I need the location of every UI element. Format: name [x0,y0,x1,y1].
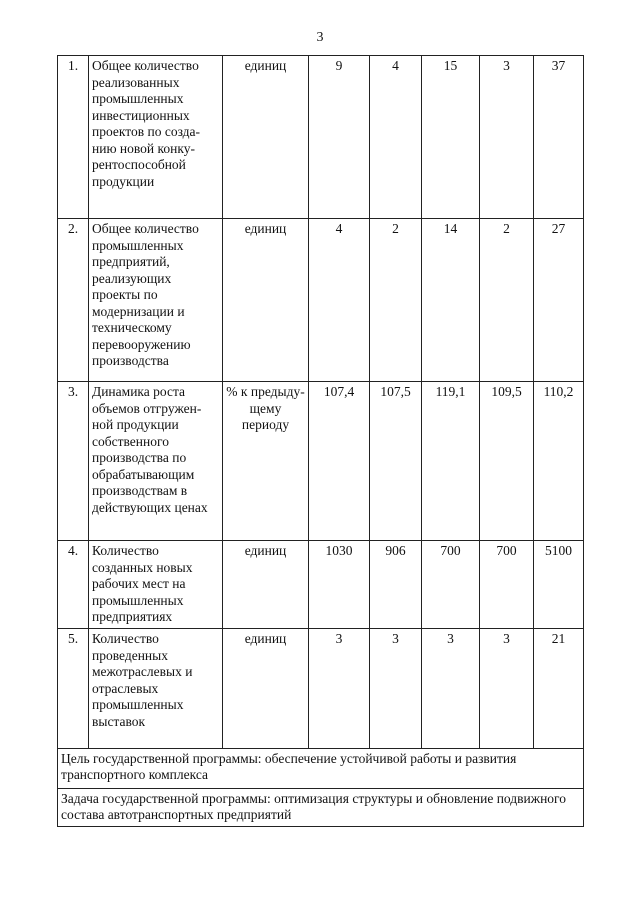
indicator-name: Динамика роста объемов отгружен-ной продукции собственного производства по обрабатывающим производствам в действующих ценах [89,382,223,541]
table-row [58,56,584,219]
indicator-value: 700 [422,541,480,629]
indicator-total: 21 [534,629,584,749]
row-number: 5. [58,629,89,749]
table-row [58,219,584,382]
program-goal-text: Цель государственной программы: обеспечение устойчивой работы и развития транспортного комплекса [58,749,584,789]
indicator-total: 37 [534,56,584,219]
indicator-unit: единиц [223,541,309,629]
row-number: 1. [58,56,89,219]
indicator-value: 107,4 [309,382,370,541]
indicator-name: Количество проведенных межотраслевых и отраслевых промышленных выставок [89,629,223,749]
indicator-value: 4 [370,56,422,219]
table-row [58,541,584,629]
row-number: 4. [58,541,89,629]
row-number: 2. [58,219,89,382]
indicator-total: 110,2 [534,382,584,541]
indicator-value: 2 [370,219,422,382]
indicator-value: 3 [422,629,480,749]
indicator-unit: % к предыду-щему периоду [223,382,309,541]
indicator-name: Количество созданных новых рабочих мест на промышленных предприятиях [89,541,223,629]
indicator-value: 4 [309,219,370,382]
indicator-value: 119,1 [422,382,480,541]
indicator-value: 2 [480,219,534,382]
indicator-value: 3 [480,56,534,219]
indicator-total: 27 [534,219,584,382]
row-number: 3. [58,382,89,541]
indicator-value: 14 [422,219,480,382]
page-number: 3 [316,30,324,45]
program-task-text: Задача государственной программы: оптимизация структуры и обновление подвижного состава автотранспортных предприятий [58,789,584,827]
program-goal-row [58,749,584,789]
indicator-value: 3 [370,629,422,749]
indicator-value: 3 [480,629,534,749]
table-row [58,382,584,541]
program-task-row [58,789,584,827]
indicator-total: 5100 [534,541,584,629]
indicator-value: 9 [309,56,370,219]
indicator-unit: единиц [223,219,309,382]
indicator-value: 107,5 [370,382,422,541]
indicator-name: Общее количество промышленных предприятий, реализующих проекты по модернизации и техническому перевооружению производства [89,219,223,382]
table-row [58,629,584,749]
indicator-unit: единиц [223,56,309,219]
indicator-name: Общее количество реализованных промышленных инвестиционных проектов по созда-нию новой конку-рентоспособной продукции [89,56,223,219]
indicator-value: 3 [309,629,370,749]
indicator-value: 906 [370,541,422,629]
indicator-value: 15 [422,56,480,219]
indicator-value: 109,5 [480,382,534,541]
indicator-unit: единиц [223,629,309,749]
indicators-table [57,55,584,827]
indicator-value: 1030 [309,541,370,629]
indicator-value: 700 [480,541,534,629]
